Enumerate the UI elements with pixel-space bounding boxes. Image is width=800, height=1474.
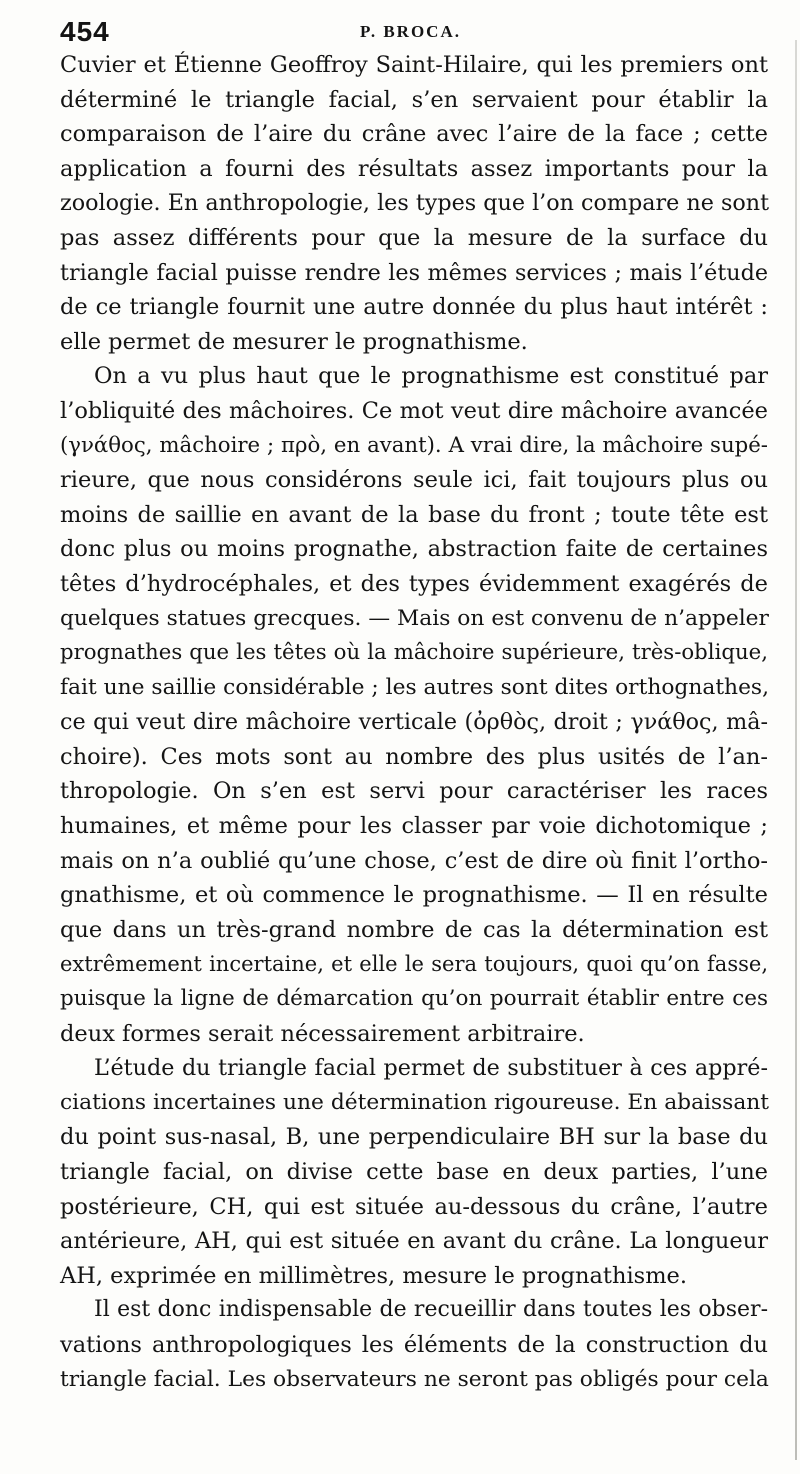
text-line: têtes d’hydrocéphales, et des types évidemment exagérés de bbox=[60, 570, 768, 597]
running-head: P. BROCA. bbox=[360, 22, 461, 41]
page-edge-shadow bbox=[795, 40, 797, 1460]
text-line: Il est donc indispensable de recueillir dans toutes les obser- bbox=[94, 1297, 768, 1323]
text-line: mais on n’a oublié qu’une chose, c’est de dire où finit l’ortho- bbox=[60, 847, 768, 874]
text-line: postérieure, CH, qui est située au-dessous du crâne, l’autre bbox=[60, 1193, 768, 1220]
text-line: choire). Ces mots sont au nombre des plus usités de l’an- bbox=[60, 743, 768, 770]
text-line: de ce triangle fournit une autre donnée du plus haut intérêt : bbox=[60, 294, 768, 321]
text-line: antérieure, AH, qui est située en avant du crâne. La longueur bbox=[60, 1228, 768, 1255]
text-line: que dans un très-grand nombre de cas la détermination est bbox=[60, 916, 768, 943]
text-line: humaines, et même pour les classer par voie dichotomique ; bbox=[60, 813, 768, 840]
text-line: application a fourni des résultats assez importants pour la bbox=[60, 155, 768, 182]
text-line: extrêmement incertaine, et elle le sera toujours, quoi qu’on fasse, bbox=[60, 952, 768, 977]
paragraph bbox=[60, 48, 768, 359]
text-line: rieure, que nous considérons seule ici, fait toujours plus ou bbox=[60, 467, 768, 494]
text-line: fait une saillie considérable ; les autres sont dites orthognathes, bbox=[60, 674, 770, 700]
text-line: vations anthropologiques les éléments de la construction du bbox=[60, 1331, 768, 1358]
paragraph bbox=[60, 359, 768, 1051]
body-text bbox=[60, 48, 768, 1397]
text-line: deux formes serait nécessairement arbitraire. bbox=[60, 1020, 585, 1047]
text-line: triangle facial. Les observateurs ne seront pas obligés pour cela bbox=[60, 1366, 769, 1392]
text-line: On a vu plus haut que le prognathisme est constitué par bbox=[94, 363, 768, 390]
page-header bbox=[60, 12, 774, 48]
text-line: du point sus-nasal, B, une perpendiculaire BH sur la base du bbox=[60, 1124, 768, 1151]
paragraph bbox=[60, 1051, 768, 1293]
text-line: zoologie. En anthropologie, les types que l’on compare ne sont bbox=[60, 190, 770, 217]
text-line: elle permet de mesurer le prognathisme. bbox=[60, 328, 528, 355]
text-line: triangle facial puisse rendre les mêmes services ; mais l’étude bbox=[60, 259, 768, 286]
text-line: l’obliquité des mâchoires. Ce mot veut dire mâchoire avancée bbox=[60, 397, 768, 424]
paragraph bbox=[60, 1293, 768, 1397]
text-line: déterminé le triangle facial, s’en servaient pour établir la bbox=[60, 86, 768, 113]
text-line: thropologie. On s’en est servi pour caractériser les races bbox=[60, 778, 768, 805]
text-line: donc plus ou moins prognathe, abstraction faite de certaines bbox=[60, 536, 768, 563]
text-line: prognathes que les têtes où la mâchoire supérieure, très-oblique, bbox=[60, 640, 768, 666]
text-line: gnathisme, et où commence le prognathisme. — Il en résulte bbox=[60, 882, 768, 909]
text-line: Cuvier et Étienne Geoffroy Saint-Hilaire, qui les premiers ont bbox=[60, 52, 768, 78]
text-line: pas assez différents pour que la mesure de la surface du bbox=[60, 224, 768, 251]
text-line: L’étude du triangle facial permet de substituer à ces appré- bbox=[94, 1055, 768, 1082]
text-line: quelques statues grecques. — Mais on est convenu de n’appeler bbox=[60, 605, 769, 631]
text-line: (γνάθος, mâchoire ; πρὸ, en avant). A vrai dire, la mâchoire supé- bbox=[60, 432, 768, 458]
text-line: moins de saillie en avant de la base du front ; toute tête est bbox=[60, 501, 768, 528]
text-line: triangle facial, on divise cette base en deux parties, l’une bbox=[60, 1159, 768, 1185]
text-line: ce qui veut dire mâchoire verticale (ὀρθὸς, droit ; γνάθος, mâ- bbox=[60, 709, 768, 736]
text-line: ciations incertaines une détermination rigoureuse. En abaissant bbox=[60, 1089, 770, 1115]
text-line: puisque la ligne de démarcation qu’on pourrait établir entre ces bbox=[60, 986, 768, 1012]
text-line: AH, exprimée en millimètres, mesure le prognathisme. bbox=[60, 1262, 688, 1289]
page-number: 454 bbox=[60, 16, 110, 47]
text-line: comparaison de l’aire du crâne avec l’aire de la face ; cette bbox=[60, 121, 768, 148]
